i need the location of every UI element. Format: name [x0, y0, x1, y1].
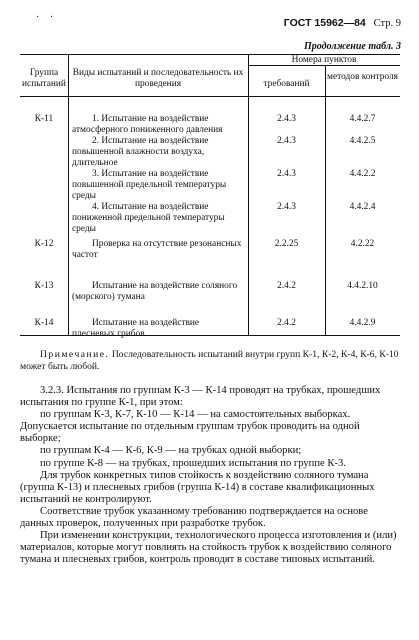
method-cell: 4.2.22 [350, 239, 375, 249]
col-header-methods: методов контроля [327, 72, 398, 82]
test-item: 3. Испытание на воздействие повышенной предельной температуры среды [72, 169, 227, 201]
note-label: Примечание. [40, 349, 110, 360]
table-note [20, 349, 400, 373]
group-cell: К-12 [34, 239, 54, 249]
paragraph: Для трубок конкретных типов стойкость к воздействию соляного тумана (группа К-13) и плесневых грибов (группа К-14) в составе квалификационных испытаний не контролируют. [20, 469, 375, 505]
group-cell: К-13 [34, 281, 54, 291]
col-header-group: Группа испытаний [22, 68, 66, 89]
scan-marks: · · [36, 12, 58, 23]
body-text [20, 385, 400, 566]
group-cell: К-14 [34, 318, 54, 328]
method-cell: 4.4.2.5 [349, 136, 376, 146]
method-cell: 4.4.2.10 [347, 281, 378, 291]
col-header-req: требований [263, 79, 310, 89]
test-item: 2. Испытание на воздействие повышенной влажности воздуха, длительное [72, 136, 209, 168]
col-header-tests: Виды испытаний и последовательность их проведения [72, 68, 244, 89]
method-cell: 4.4.2.7 [349, 114, 376, 124]
paragraph: по группе К-8 — на трубках, прошедших испытания по группе К-3. [40, 457, 346, 469]
req-cell: 2.4.2 [277, 281, 296, 291]
req-cell: 2.2.25 [274, 239, 299, 249]
table-bottom-rule [20, 335, 400, 336]
page-number: Стр. 9 [373, 18, 401, 29]
paragraph: по группам К-3, К-7, К-10 — К-14 — на самостоятельных выборках. Допускается испытание по отдельным группам трубок проводить на одной выборке; [20, 409, 360, 445]
table-vline [325, 65, 326, 335]
paragraph: по группам К-4 — К-6, К-9 — на трубках одной выборки; [40, 445, 302, 457]
req-cell: 2.4.3 [277, 169, 296, 179]
req-cell: 2.4.3 [277, 114, 296, 124]
method-cell: 4.4.2.9 [349, 318, 376, 328]
test-item: Испытание на воздействие плесневых грибов [72, 318, 200, 339]
req-cell: 2.4.3 [277, 202, 296, 212]
paragraph: 3.2.3. Испытания по группам К-3 — К-14 проводят на трубках, прошедших испытания по группе К-1, при этом: [20, 385, 381, 409]
test-item: 1. Испытание на воздействие атмосферного пониженного давления [72, 114, 223, 135]
table-continuation: Продолжение табл. 3 [303, 41, 401, 52]
group-cell: К-11 [34, 114, 54, 124]
paragraph: При изменении конструкции, технологического процесса изготовления и (или) материалов, которые могут повлиять на стойкость трубок к воздействию соляного тумана и плесневых грибов, контроль проводят в составе типовых испытаний. [20, 530, 397, 566]
col-header-numbers: Номера пунктов [291, 55, 357, 65]
page-header [284, 17, 401, 29]
method-cell: 4.4.2.2 [349, 169, 376, 179]
test-item: Проверка на отсутствие резонансных частот [72, 239, 242, 260]
note-text: Последовательность испытаний внутри групп К-1, К-2, К-4, К-6, К-10 может быть любой. [20, 349, 399, 372]
req-cell: 2.4.2 [277, 318, 296, 328]
req-cell: 2.4.3 [277, 136, 296, 146]
test-item: 4. Испытание на воздействие пониженной предельной температуры среды [72, 202, 225, 234]
test-item: Испытание на воздействие соляного (морского) тумана [72, 281, 238, 302]
gost-number: ГОСТ 15962—84 [283, 17, 366, 29]
paragraph: Соответствие трубок указанному требованию подтверждается на основе данных проверок, полученных при разработке трубок. [20, 505, 368, 530]
header-bottom-rule [20, 96, 400, 97]
method-cell: 4.4.2.4 [349, 202, 376, 212]
